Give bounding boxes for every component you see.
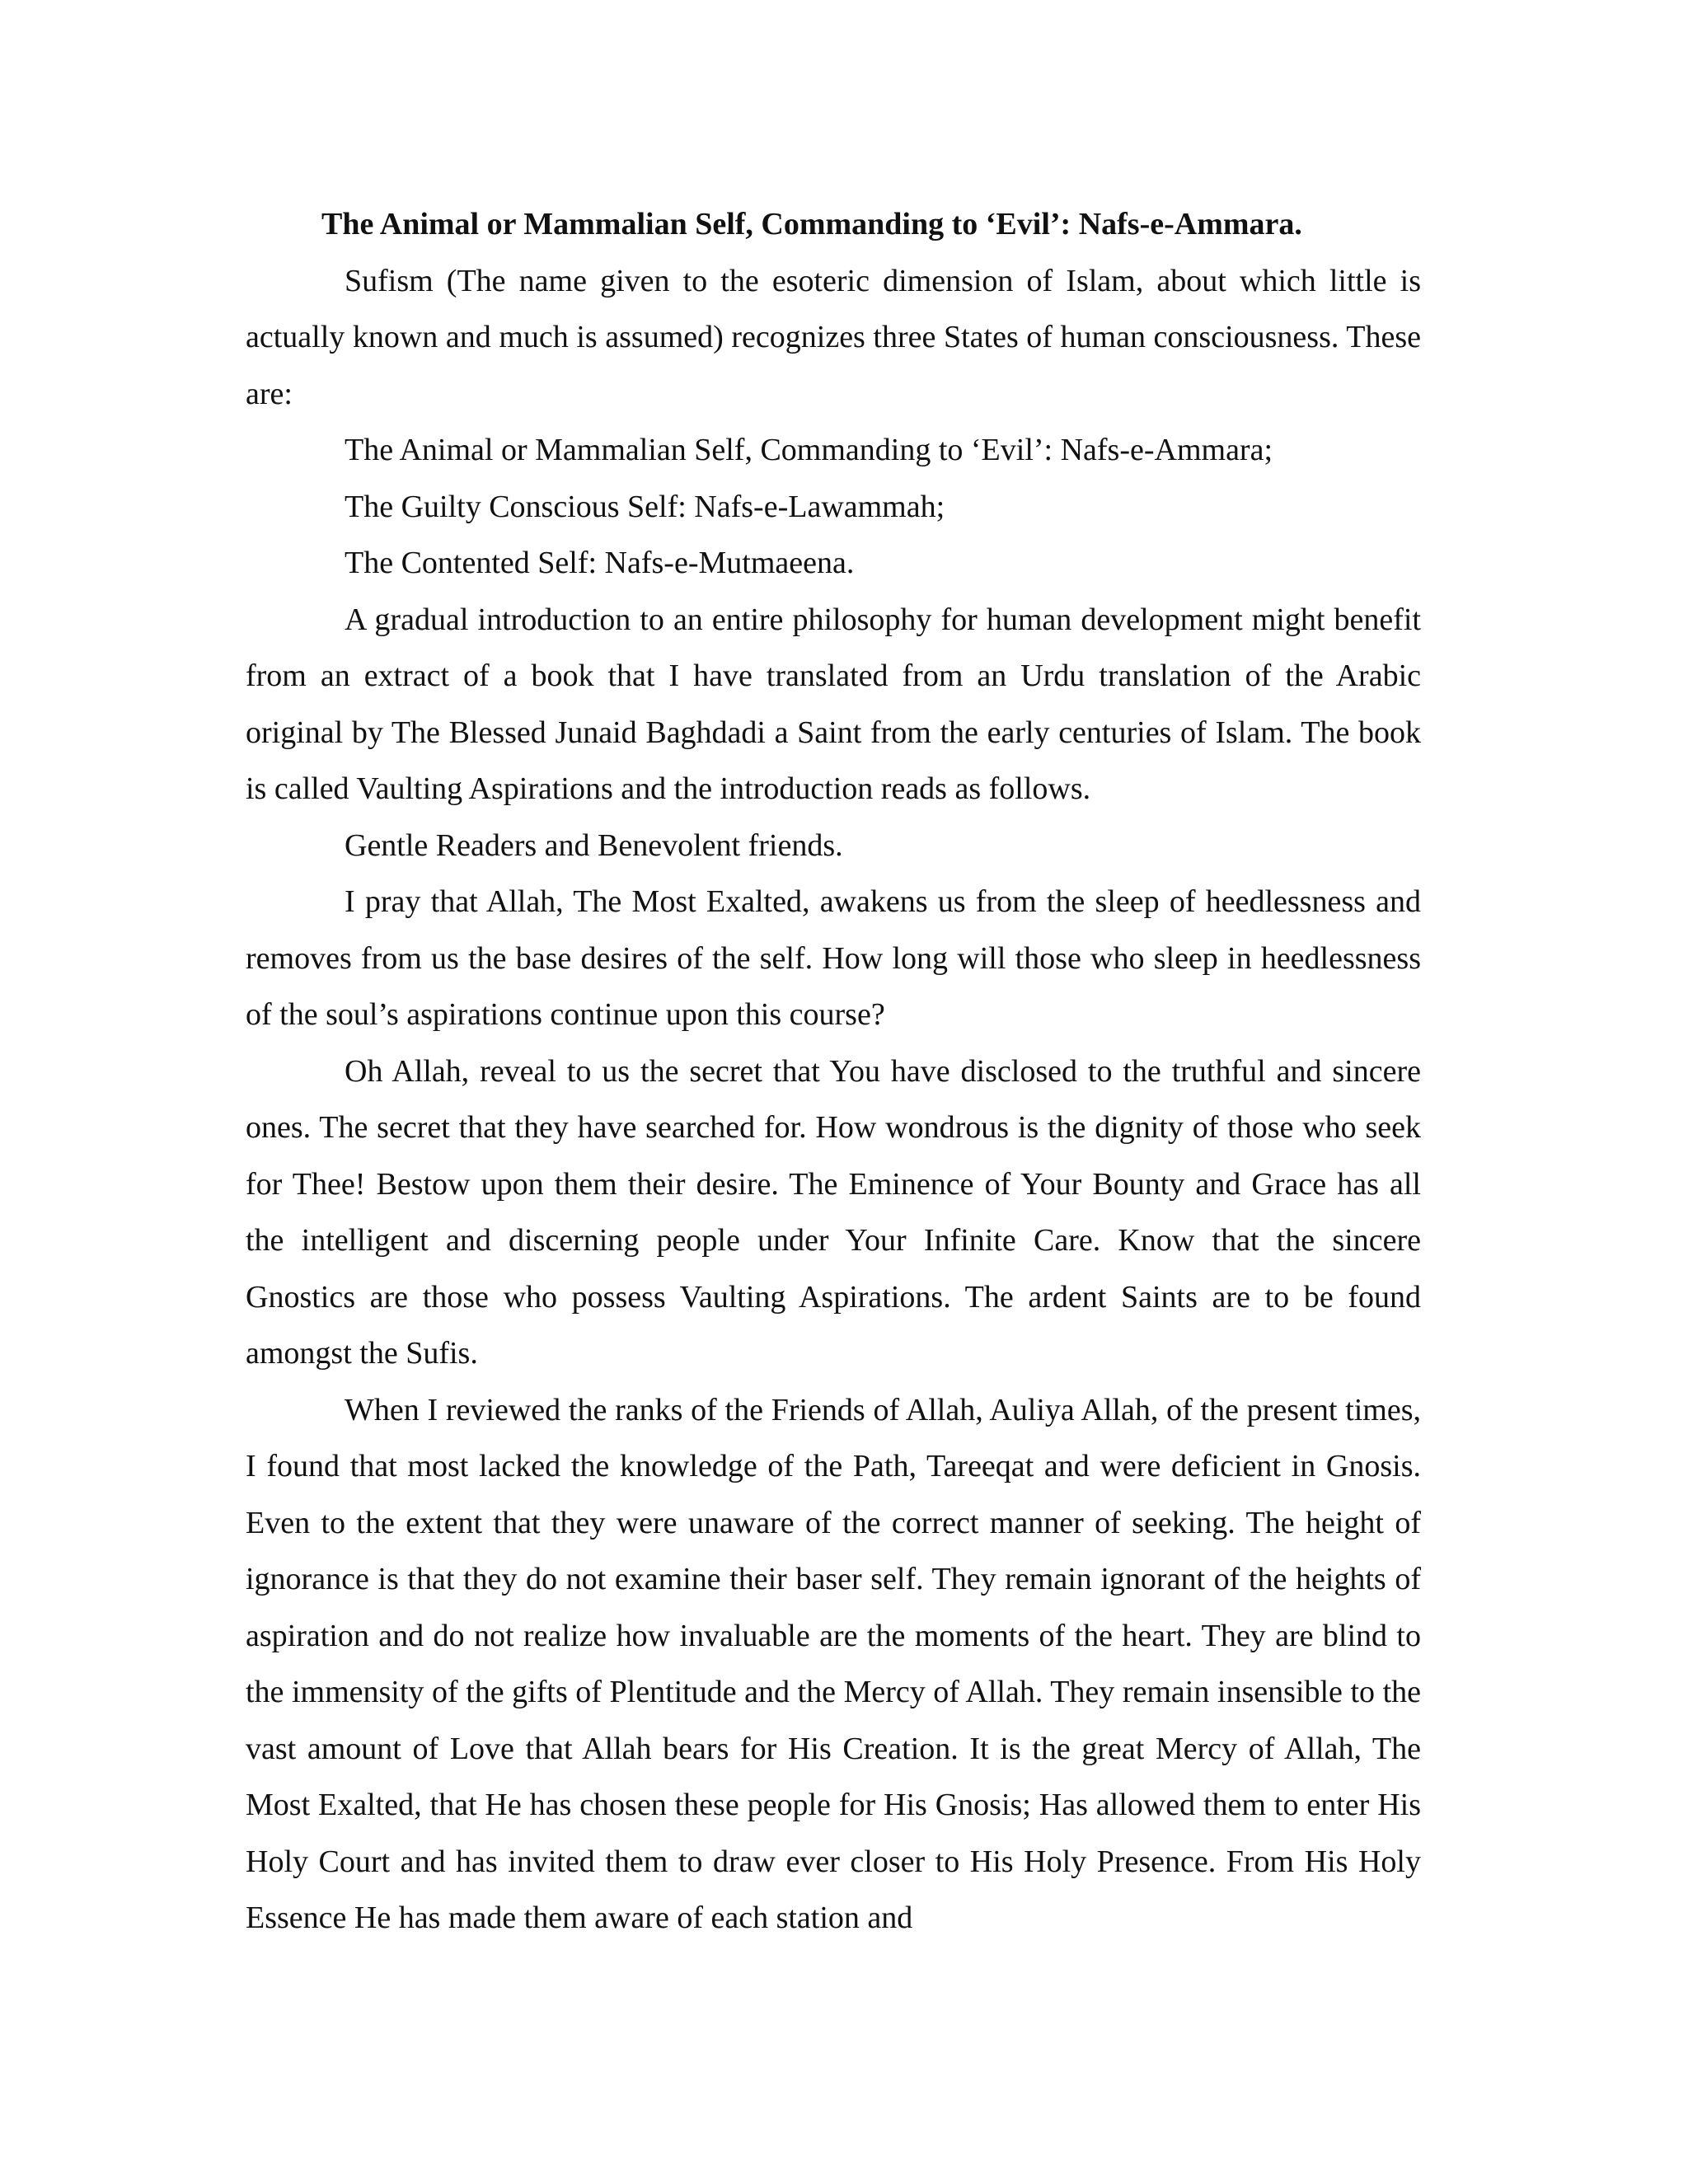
introduction-paragraph: A gradual introduction to an entire philosophy for human development might benefit from an extract of a book that I have translated from an Urdu translation of the Arabic original by The Blessed Junaid Baghdadi a Saint from the early centuries of Islam. The book is called Vaulting Aspirations and the introduction reads as follows. [246, 602, 1421, 806]
prayer-paragraph: I pray that Allah, The Most Exalted, awakens us from the sleep of heedlessness and removes from us the base desires of the self. How long will those who sleep in heedlessness of the soul’s aspirations continue upon this course? [246, 884, 1421, 1032]
salutation-line: Gentle Readers and Benevolent friends. [345, 827, 843, 863]
state-item-mutmaeena: The Contented Self: Nafs-e-Mutmaeena. [345, 546, 855, 580]
document-body [246, 196, 1421, 1947]
intro-paragraph: Sufism (The name given to the esoteric dimension of Islam, about which little is actually known and much is assumed) recognizes three States of human consciousness. These are: [246, 263, 1421, 411]
state-item-ammara: The Animal or Mammalian Self, Commanding to ‘Evil’: Nafs-e-Ammara; [345, 433, 1273, 467]
state-item-lawammah: The Guilty Conscious Self: Nafs-e-Lawammah; [345, 489, 945, 524]
review-paragraph: When I reviewed the ranks of the Friends of Allah, Auliya Allah, of the present times, I found that most lacked the knowledge of the Path, Tareeqat and were deficient in Gnosis. Even to the extent that they were unaware of the correct manner of seeking. The height of ignorance is that they do not examine their baser self. They remain ignorant of the heights of aspiration and do not realize how invaluable are the moments of the heart. They are blind to the immensity of the gifts of Plentitude and the Mercy of Allah. They remain insensible to the vast amount of Love that Allah bears for His Creation. It is the great Mercy of Allah, The Most Exalted, that He has chosen these people for His Gnosis; Has allowed them to enter His Holy Court and has invited them to draw ever closer to His Holy Presence. From His Holy Essence He has made them aware of each station and [246, 1392, 1421, 1935]
secret-paragraph: Oh Allah, reveal to us the secret that You have disclosed to the truthful and sincere ones. The secret that they have searched for. How wondrous is the dignity of those who seek for Thee! Bestow upon them their desire. The Eminence of Your Bounty and Grace has all the intelligent and discerning people under Your Infinite Care. Know that the sincere Gnostics are those who possess Vaulting Aspirations. The ardent Saints are to be found amongst the Sufis. [246, 1053, 1421, 1371]
page-title: The Animal or Mammalian Self, Commanding to ‘Evil’: Nafs-e-Ammara. [321, 207, 1302, 241]
